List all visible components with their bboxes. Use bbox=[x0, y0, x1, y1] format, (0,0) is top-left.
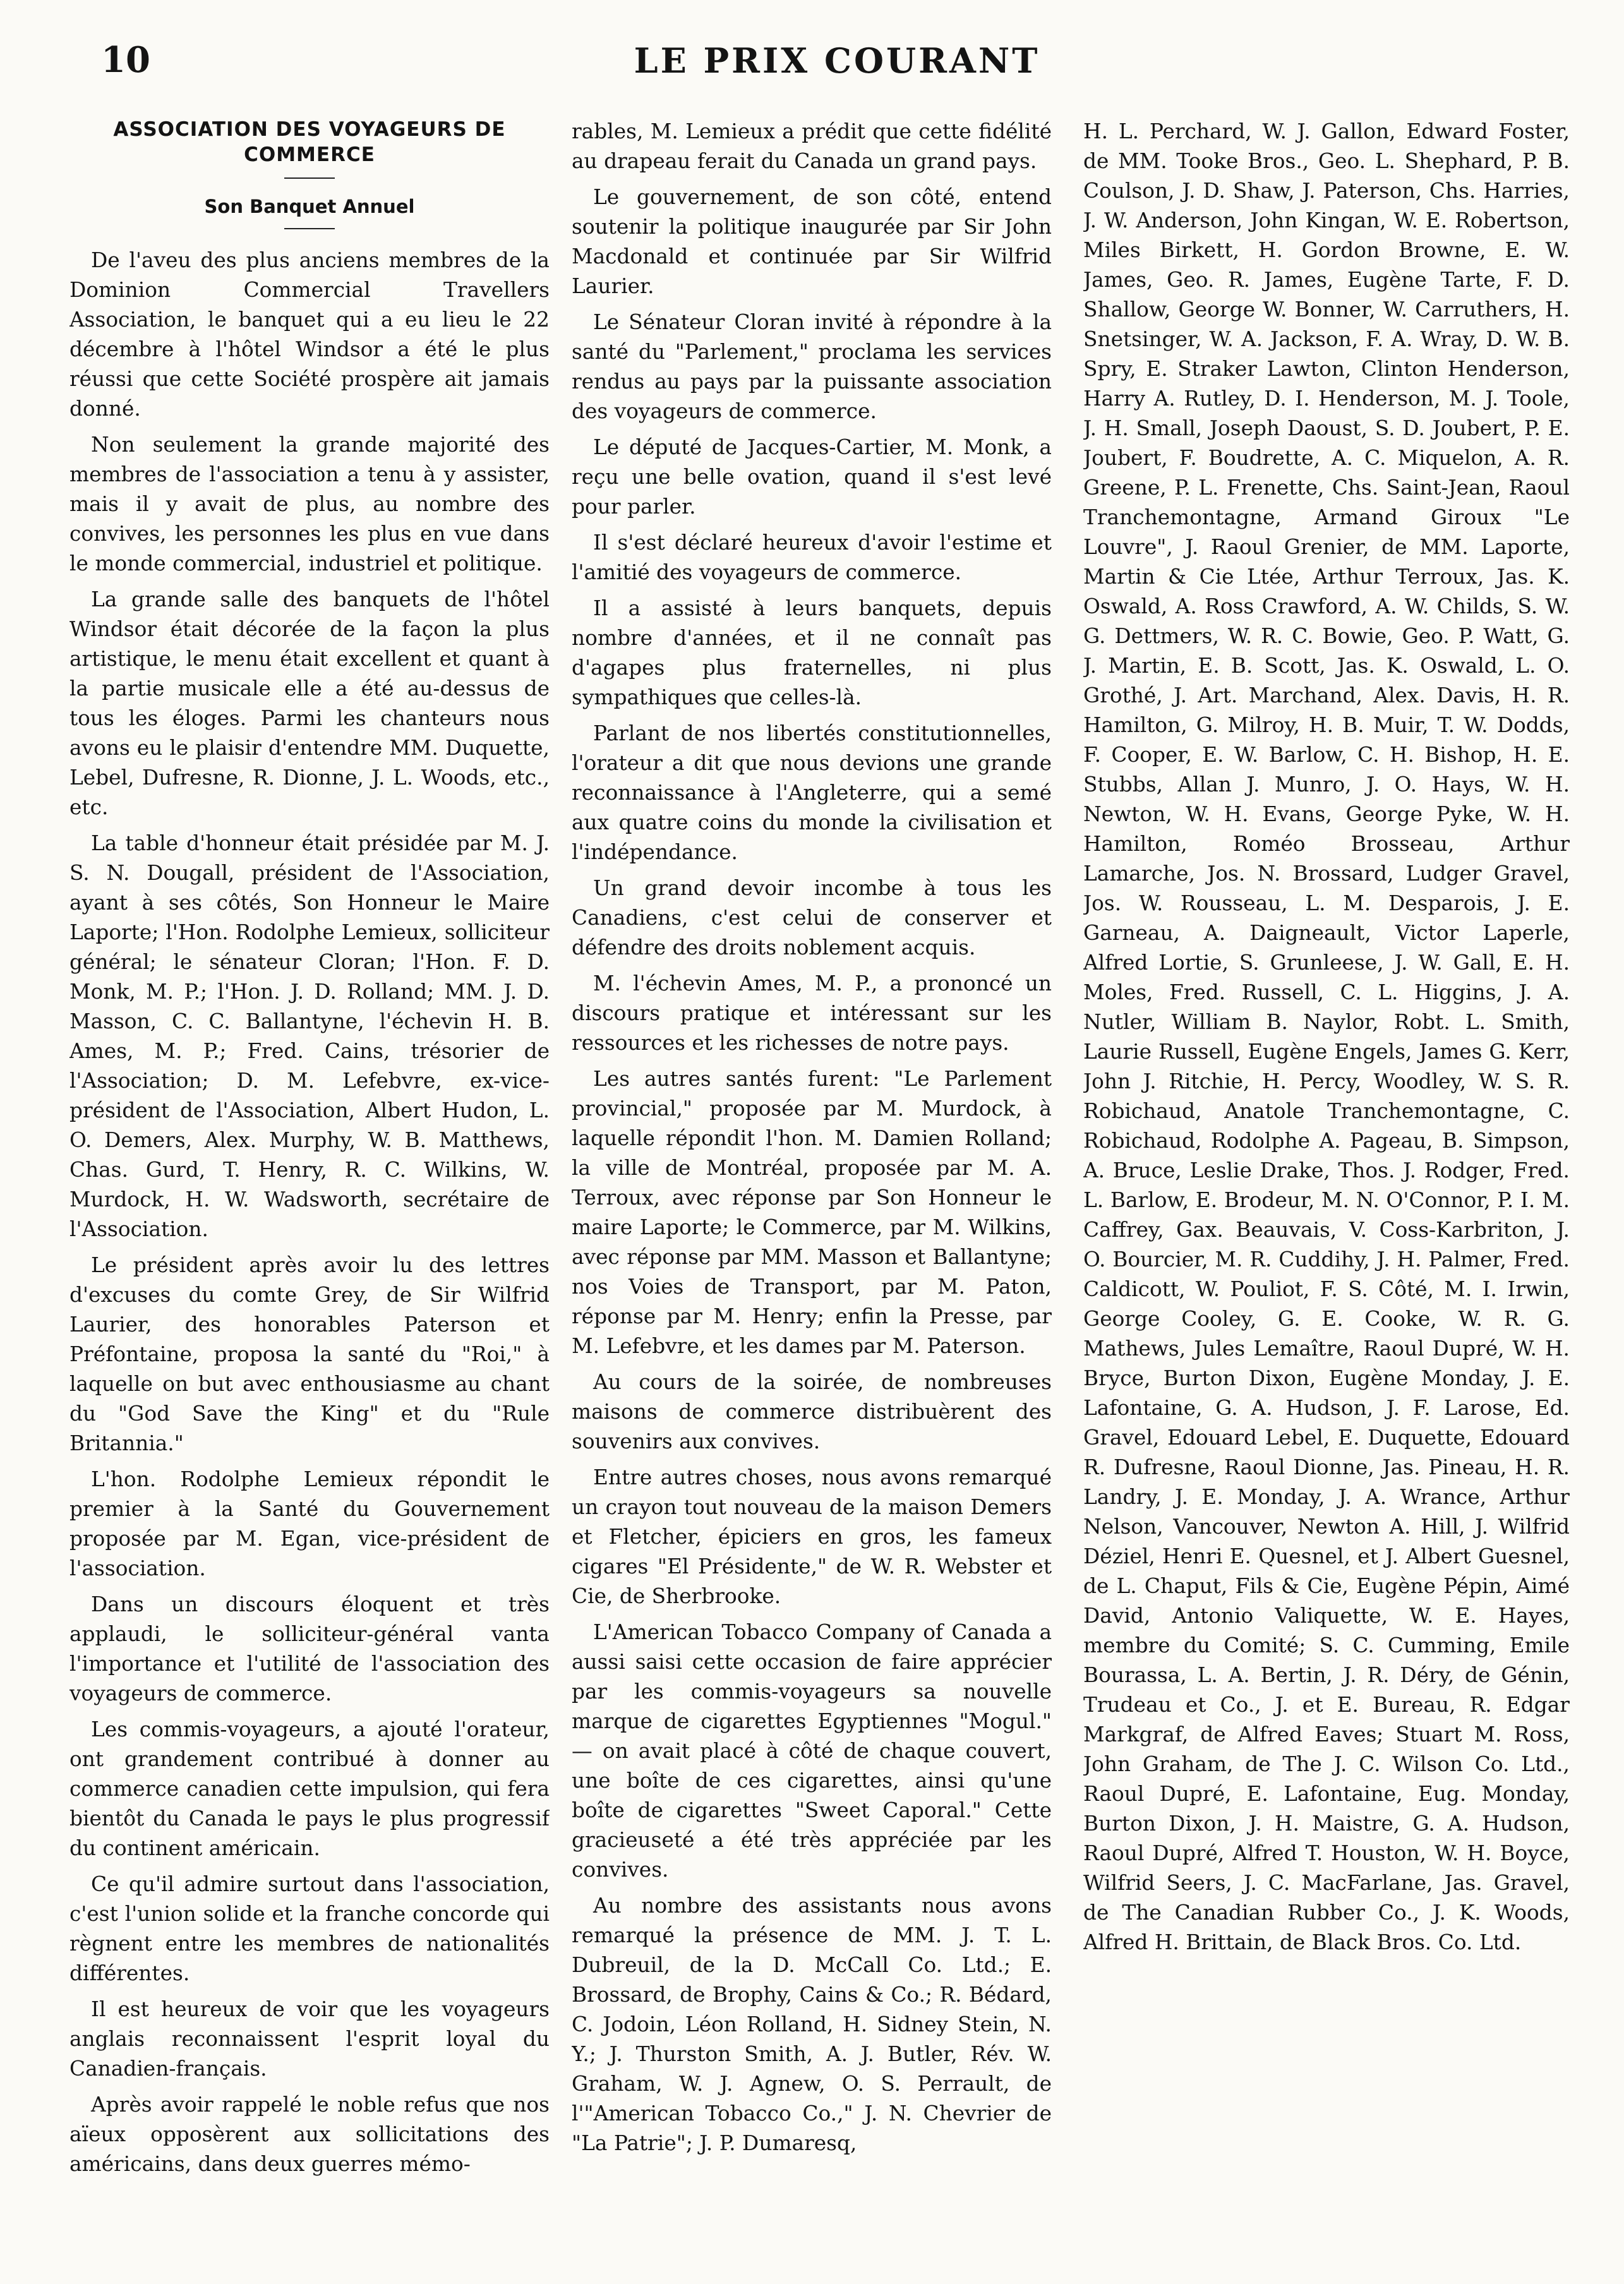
paragraph: Les autres santés furent: "Le Parlement provincial," proposée par M. Murdock, à laquelle répondit l'hon. M. Damien Rolland; la ville de Montréal, proposée par M. A. Terroux, avec réponse par Son Honneur le maire Laporte; le Commerce, par M. Wilkins, avec réponse par MM. Masson et Ballantyne; nos Voies de Transport, par M. Paton, réponse par M. Henry; enfin la Presse, par M. Lefebvre, et les dames par M. Paterson. bbox=[572, 1067, 1052, 1358]
paragraph: Ce qu'il admire surtout dans l'association, c'est l'union solide et la franche concorde qui règnent entre les membres de nationalités différentes. bbox=[69, 1872, 550, 1985]
paragraph: Après avoir rappelé le noble refus que nos aïeux opposèrent aux sollicitations des américains, dans deux guerres mémo- bbox=[69, 2093, 550, 2176]
paragraph: Entre autres choses, nous avons remarqué un crayon tout nouveau de la maison Demers et Fletcher, épiciers en gros, les fameux cigares "El Présidente," de W. R. Webster et Cie, de Sherbrooke. bbox=[572, 1465, 1052, 1608]
paragraph: Le président après avoir lu des lettres d'excuses du comte Grey, de Sir Wilfrid Laurier, des honorables Paterson et Préfontaine, proposa la santé du "Roi," à laquelle on but avec enthousiasme au chant du "God Save the King" et du "Rule Britannia." bbox=[69, 1253, 550, 1455]
page-header bbox=[101, 25, 1573, 88]
paragraph: Un grand devoir incombe à tous les Canadiens, c'est celui de conserver et défendre des droits noblement acquis. bbox=[572, 876, 1052, 959]
paragraph: Au nombre des assistants nous avons remarqué la présence de MM. J. T. L. Dubreuil, de la D. McCall Co. Ltd.; E. Brossard, de Brophy, Cains & Co.; R. Bédard, C. Jodoin, Léon Rolland, H. Sidney Stein, N. Y.; J. Thurston Smith, A. J. Butler, Rév. W. Graham, W. J. Agnew, O. S. Perrault, de l'"American Tobacco Co.," J. N. Chevrier de "La Patrie"; J. P. Dumaresq, bbox=[572, 1894, 1052, 2155]
paragraph: De l'aveu des plus anciens membres de la Dominion Commercial Travellers Association, le banquet qui a eu lieu le 22 décembre à l'hôtel Windsor a été le plus réussi que cette Société prospère ait jamais donné. bbox=[69, 248, 550, 421]
subtitle-divider bbox=[284, 228, 335, 229]
column-2 bbox=[572, 117, 1052, 2252]
paragraph-continued: rables, M. Lemieux a prédit que cette fidélité au drapeau ferait du Canada un grand pays. bbox=[572, 119, 1052, 173]
paragraph: La grande salle des banquets de l'hôtel Windsor était décorée de la façon la plus artistique, le menu était excellent et quant à la partie musicale elle a été au-dessus de tous les éloges. Parmi les chanteurs nous avons eu le plaisir d'entendre MM. Duquette, Lebel, Dufresne, R. Dionne, J. L. Woods, etc., etc. bbox=[69, 587, 550, 819]
paragraph: L'hon. Rodolphe Lemieux répondit le premier à la Santé du Gouvernement proposée par M. Egan, vice-président de l'association. bbox=[69, 1467, 550, 1580]
title-divider bbox=[284, 177, 335, 179]
paragraph: La table d'honneur était présidée par M. J. S. N. Dougall, président de l'Association, ayant à ses côtés, Son Honneur le Maire Laporte; l'Hon. Rodolphe Lemieux, solliciteur général; le sénateur Cloran; l'Hon. F. D. Monk, M. P.; l'Hon. J. D. Rolland; MM. J. D. Masson, C. C. Ballantyne, l'échevin H. B. Ames, M. P.; Fred. Cains, trésorier de l'Association; D. M. Lefebvre, ex-vice-président de l'Association, Albert Hudon, L. O. Demers, Alex. Murphy, W. B. Matthews, Chas. Gurd, T. Henry, R. C. Wilkins, W. Murdock, H. W. Wadsworth, secrétaire de l'Association. bbox=[69, 831, 550, 1241]
paragraph: L'American Tobacco Company of Canada a aussi saisi cette occasion de faire apprécier par les commis-voyageurs sa nouvelle marque de cigarettes Egyptiennes "Mogul." — on avait placé à côté de chaque couvert, une boîte de ces cigarettes, ainsi qu'une boîte de cigarettes "Sweet Caporal." Cette gracieuseté a été très appréciée par les convives. bbox=[572, 1620, 1052, 1882]
paragraph: M. l'échevin Ames, M. P., a prononcé un discours pratique et intéressant sur les ressources et les richesses de notre pays. bbox=[572, 971, 1052, 1055]
paragraph: Il a assisté à leurs banquets, depuis nombre d'années, et il ne connaît pas d'agapes plus fraternelles, ni plus sympathiques que celles-là. bbox=[572, 596, 1052, 709]
paragraph: Les commis-voyageurs, a ajouté l'orateur, ont grandement contribué à donner au commerce canadien cette impulsion, qui fera bientôt du Canada le pays le plus progressif du continent américain. bbox=[69, 1717, 550, 1860]
paragraph: Le député de Jacques-Cartier, M. Monk, a reçu une belle ovation, quand il s'est levé pour parler. bbox=[572, 435, 1052, 519]
journal-title: LE PRIX COURANT bbox=[634, 40, 1040, 81]
column-3 bbox=[1083, 117, 1570, 2252]
article-title: ASSOCIATION DES VOYAGEURS DE COMMERCE bbox=[113, 118, 506, 166]
paragraph: Le gouvernement, de son côté, entend soutenir la politique inaugurée par Sir John Macdonald et continuée par Sir Wilfrid Laurier. bbox=[572, 185, 1052, 298]
paragraph: Dans un discours éloquent et très applaudi, le solliciteur-général vanta l'importance et l'utilité de l'association des voyageurs de commerce. bbox=[69, 1592, 550, 1705]
attendee-list: H. L. Perchard, W. J. Gallon, Edward Foster, de MM. Tooke Bros., Geo. L. Shephard, P. B. Coulson, J. D. Shaw, J. Paterson, Chs. Harries, J. W. Anderson, John Kingan, W. E. Robertson, Miles Birkett, H. Gordon Browne, E. W. James, Geo. R. James, Eugène Tarte, F. D. Shallow, George W. Bonner, W. Carruthers, H. Snetsinger, W. A. Jackson, F. A. Wray, D. W. B. Spry, E. Straker Lawton, Clinton Henderson, Harry A. Rutley, D. I. Henderson, M. J. Toole, J. H. Small, Joseph Daoust, S. D. Joubert, P. E. Joubert, F. Boudrette, A. C. Miquelon, A. R. Greene, P. L. Frenette, Chs. Saint-Jean, Raoul Tranchemontagne, Armand Giroux "Le Louvre", J. Raoul Grenier, de MM. Laporte, Martin & Cie Ltée, Arthur Terroux, Jas. K. Oswald, A. Ross Crawford, A. W. Childs, S. W. G. Dettmers, W. R. C. Bowie, Geo. P. Watt, G. J. Martin, E. B. Scott, Jas. K. Oswald, L. O. Grothé, J. Art. Marchand, Alex. Davis, H. R. Hamilton, G. Milroy, H. B. Muir, T. W. Dodds, F. Cooper, E. W. Barlow, C. H. Bishop, H. E. Stubbs, Allan J. Munro, J. O. Hays, W. H. Newton, W. H. Evans, George Pyke, W. H. Hamilton, Roméo Brosseau, Arthur Lamarche, Jos. N. Brossard, Ludger Gravel, Jos. W. Rousseau, L. M. Desparois, J. E. Garneau, A. Daigneault, Victor Laperle, Alfred Lortie, S. Grunleese, J. W. Gall, E. H. Moles, Fred. Russell, C. L. Higgins, J. A. Nutler, William B. Naylor, Robt. L. Smith, Laurie Russell, Eugène Engels, James G. Kerr, John J. Ritchie, H. Percy, Woodley, W. S. R. Robichaud, Anatole Tranchemontagne, C. Robichaud, Rodolphe A. Pageau, B. Simpson, A. Bruce, Leslie Drake, Thos. J. Rodger, Fred. L. Barlow, E. Brodeur, M. N. O'Connor, P. I. M. Caffrey, Gax. Beauvais, V. Coss-Karbriton, J. O. Bourcier, M. R. Cuddihy, J. H. Palmer, Fred. Caldicott, W. Pouliot, F. S. Côté, M. I. Irwin, George Cooley, G. E. Cooke, W. R. G. Mathews, Jules Lemaître, Raoul Dupré, W. H. Bryce, Burton Dixon, Eugène Monday, J. E. Lafontaine, G. A. Hudson, J. F. Larose, Ed. Gravel, Edouard Lebel, E. Duquette, Edouard R. Dufresne, Raoul Dionne, Jas. Pineau, H. R. Landry, J. E. Monday, J. A. Wrance, Arthur Nelson, Vancouver, Newton A. Hill, J. Wilfrid Déziel, Henri E. Quesnel, et J. Albert Guesnel, de L. Chaput, Fils & Cie, Eugène Pépin, Aimé David, Antonio Valiquette, W. E. Hayes, membre du Comité; S. C. Cumming, Emile Bourassa, L. A. Bertin, J. R. Déry, de Génin, Trudeau et Co., J. et E. Bureau, R. Edgar Markgraf, de Alfred Eaves; Stuart M. Ross, John Graham, de The J. C. Wilson Co. Ltd., Raoul Dupré, E. Lafontaine, Eug. Monday, Burton Dixon, J. H. Maistre, G. A. Hudson, Raoul Dupré, Alfred T. Houston, W. H. Boyce, Wilfrid Seers, J. C. MacFarlane, Jas. Gravel, de The Canadian Rubber Co., J. K. Woods, Alfred H. Brittain, de Black Bros. Co. Ltd. bbox=[1083, 119, 1570, 1954]
paragraph: Le Sénateur Cloran invité à répondre à la santé du "Parlement," proclama les services rendus au pays par la puissante association des voyageurs de commerce. bbox=[572, 310, 1052, 423]
paragraph: Parlant de nos libertés constitutionnelles, l'orateur a dit que nous devions une grande reconnaissance à l'Angleterre, qui a semé aux quatre coins du monde la civilisation et l'indépendance. bbox=[572, 721, 1052, 864]
paragraph: Au cours de la soirée, de nombreuses maisons de commerce distribuèrent des souvenirs aux convives. bbox=[572, 1370, 1052, 1453]
page-number: 10 bbox=[101, 39, 150, 81]
paragraph: Il s'est déclaré heureux d'avoir l'estime et l'amitié des voyageurs de commerce. bbox=[572, 531, 1052, 584]
column-1 bbox=[69, 117, 550, 2252]
article-subtitle: Son Banquet Annuel bbox=[204, 196, 415, 217]
paragraph: Non seulement la grande majorité des membres de l'association a tenu à y assister, mais il y avait de plus, au nombre des convives, les personnes les plus en vue dans le monde commercial, industriel et politique. bbox=[69, 433, 550, 575]
paragraph: Il est heureux de voir que les voyageurs anglais reconnaissent l'esprit loyal du Canadien-français. bbox=[69, 1997, 550, 2081]
